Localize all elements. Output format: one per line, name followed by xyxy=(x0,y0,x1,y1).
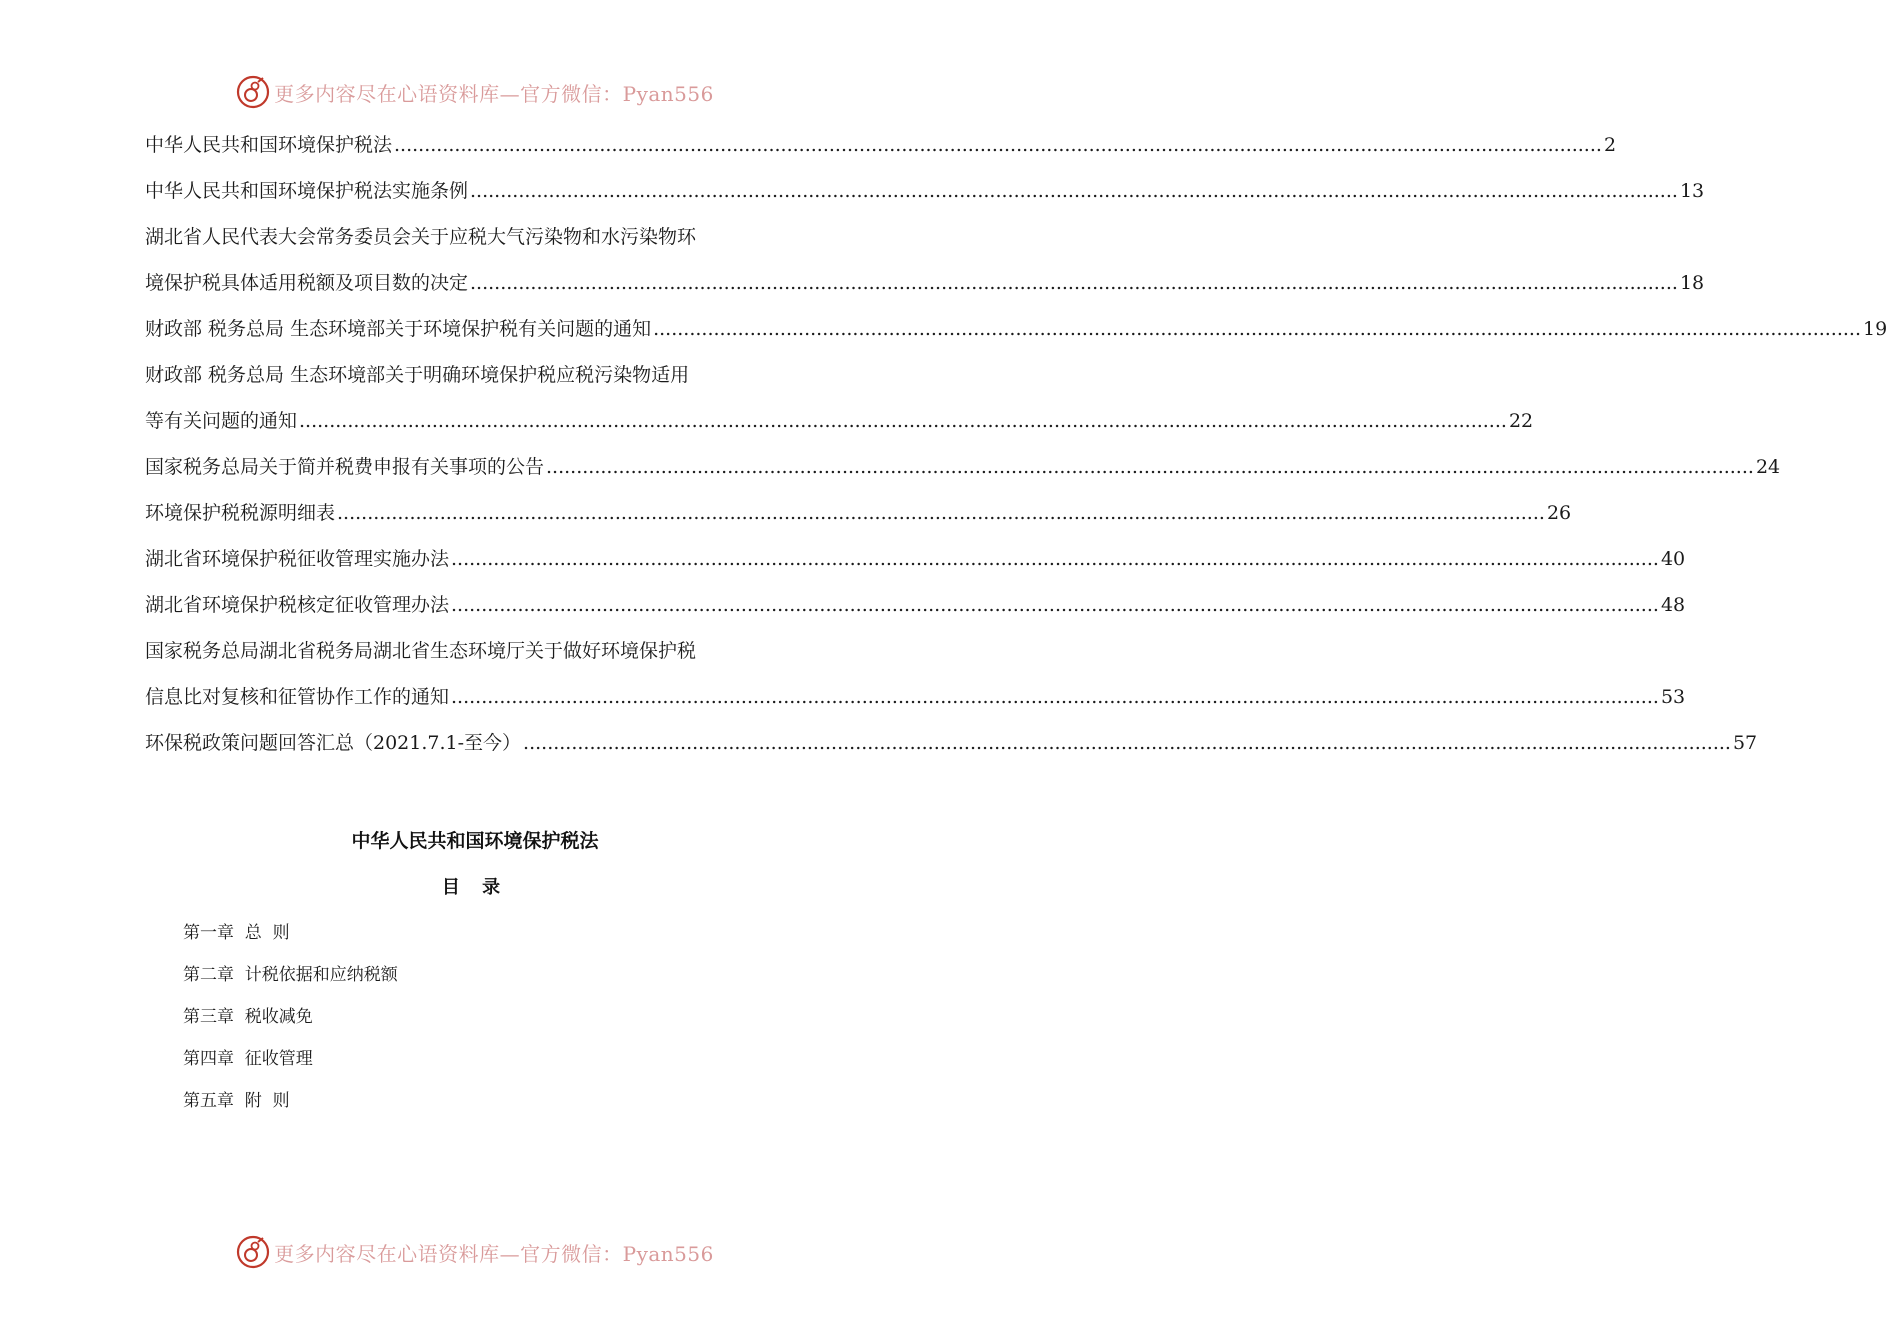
toc-title: 环保税政策问题回答汇总（2021.7.1-至今） xyxy=(145,732,522,754)
chapter-item: 第三章 税收减免 xyxy=(183,1007,313,1027)
toc-title: 湖北省环境保护税核定征收管理办法 xyxy=(145,594,450,616)
toc-page-number: 13 xyxy=(1679,180,1705,202)
toc-title: 中华人民共和国环境保护税法实施条例 xyxy=(145,180,469,202)
toc-page-number: 40 xyxy=(1660,548,1686,570)
toc-title: 湖北省环境保护税征收管理实施办法 xyxy=(145,548,450,570)
toc-entry[interactable] xyxy=(145,168,1705,214)
toc-page-number: 19 xyxy=(1863,318,1887,340)
toc-leader-dots: ........................................................................................................................................................................................................ xyxy=(653,318,1862,340)
toc-title: 境保护税具体适用税额及项目数的决定 xyxy=(145,272,469,294)
toc-title-line: 湖北省人民代表大会常务委员会关于应税大气污染物和水污染物环 xyxy=(145,226,697,248)
toc-title: 信息比对复核和征管协作工作的通知 xyxy=(145,686,450,708)
header-watermark xyxy=(0,72,950,112)
footer-watermark xyxy=(0,1232,950,1272)
toc-leader-dots: ........................................................................................................................................................................................................ xyxy=(546,456,1754,478)
toc-page-number: 24 xyxy=(1755,456,1781,478)
toc-entry[interactable] xyxy=(145,122,1617,168)
toc-leader-dots: ........................................................................................................................................................................................................ xyxy=(451,594,1659,616)
toc-title: 国家税务总局关于简并税费申报有关事项的公告 xyxy=(145,456,545,478)
toc-leader-dots: ........................................................................................................................................................................................................ xyxy=(470,180,1678,202)
chapter-item: 第五章 附 则 xyxy=(183,1091,290,1111)
toc-page-number: 57 xyxy=(1732,732,1758,754)
toc-entry[interactable] xyxy=(145,444,1781,490)
chapter-item: 第二章 计税依据和应纳税额 xyxy=(183,965,398,985)
chapter-item: 第四章 征收管理 xyxy=(183,1049,313,1069)
watermark-text: 更多内容尽在心语资料库—官方微信：Pyan556 xyxy=(274,81,714,106)
toc-leader-dots: ........................................................................................................................................................................................................ xyxy=(299,410,1507,432)
toc-leader-dots: ........................................................................................................................................................................................................ xyxy=(523,732,1731,754)
toc-entry[interactable] xyxy=(145,536,1686,582)
document-title: 中华人民共和国环境保护税法 xyxy=(351,830,599,852)
toc-page-number: 2 xyxy=(1603,134,1617,156)
toc-entry[interactable] xyxy=(145,490,1572,536)
toc-entry[interactable] xyxy=(145,306,1887,352)
toc-leader-dots: ........................................................................................................................................................................................................ xyxy=(394,134,1602,156)
toc-page-number: 18 xyxy=(1679,272,1705,294)
toc-leader-dots: ........................................................................................................................................................................................................ xyxy=(451,686,1659,708)
toc-page-number: 26 xyxy=(1546,502,1572,524)
toc-title: 财政部 税务总局 生态环境部关于环境保护税有关问题的通知 xyxy=(145,318,652,340)
toc-entry[interactable] xyxy=(145,582,1686,628)
toc-page-number: 53 xyxy=(1660,686,1686,708)
chapter-item: 第一章 总 则 xyxy=(183,923,290,943)
gourd-logo-icon xyxy=(236,1235,270,1269)
toc-page-number: 48 xyxy=(1660,594,1686,616)
toc-title: 环境保护税税源明细表 xyxy=(145,502,336,524)
table-of-contents xyxy=(145,122,1887,766)
toc-page-number: 22 xyxy=(1508,410,1534,432)
toc-leader-dots: ........................................................................................................................................................................................................ xyxy=(451,548,1659,570)
toc-title-line: 国家税务总局湖北省税务局湖北省生态环境厅关于做好环境保护税 xyxy=(145,640,697,662)
toc-entry[interactable] xyxy=(145,720,1758,766)
watermark-text: 更多内容尽在心语资料库—官方微信：Pyan556 xyxy=(274,1241,714,1266)
toc-title: 等有关问题的通知 xyxy=(145,410,298,432)
toc-entry[interactable] xyxy=(145,214,1705,306)
gourd-logo-icon xyxy=(236,75,270,109)
toc-leader-dots: ........................................................................................................................................................................................................ xyxy=(337,502,1545,524)
chapter-list xyxy=(183,912,683,1122)
contents-heading: 目 录 xyxy=(441,877,509,898)
toc-entry[interactable] xyxy=(145,352,1534,444)
toc-title-line: 财政部 税务总局 生态环境部关于明确环境保护税应税污染物适用 xyxy=(145,364,690,386)
toc-leader-dots: ........................................................................................................................................................................................................ xyxy=(470,272,1678,294)
toc-entry[interactable] xyxy=(145,628,1686,720)
toc-title: 中华人民共和国环境保护税法 xyxy=(145,134,393,156)
